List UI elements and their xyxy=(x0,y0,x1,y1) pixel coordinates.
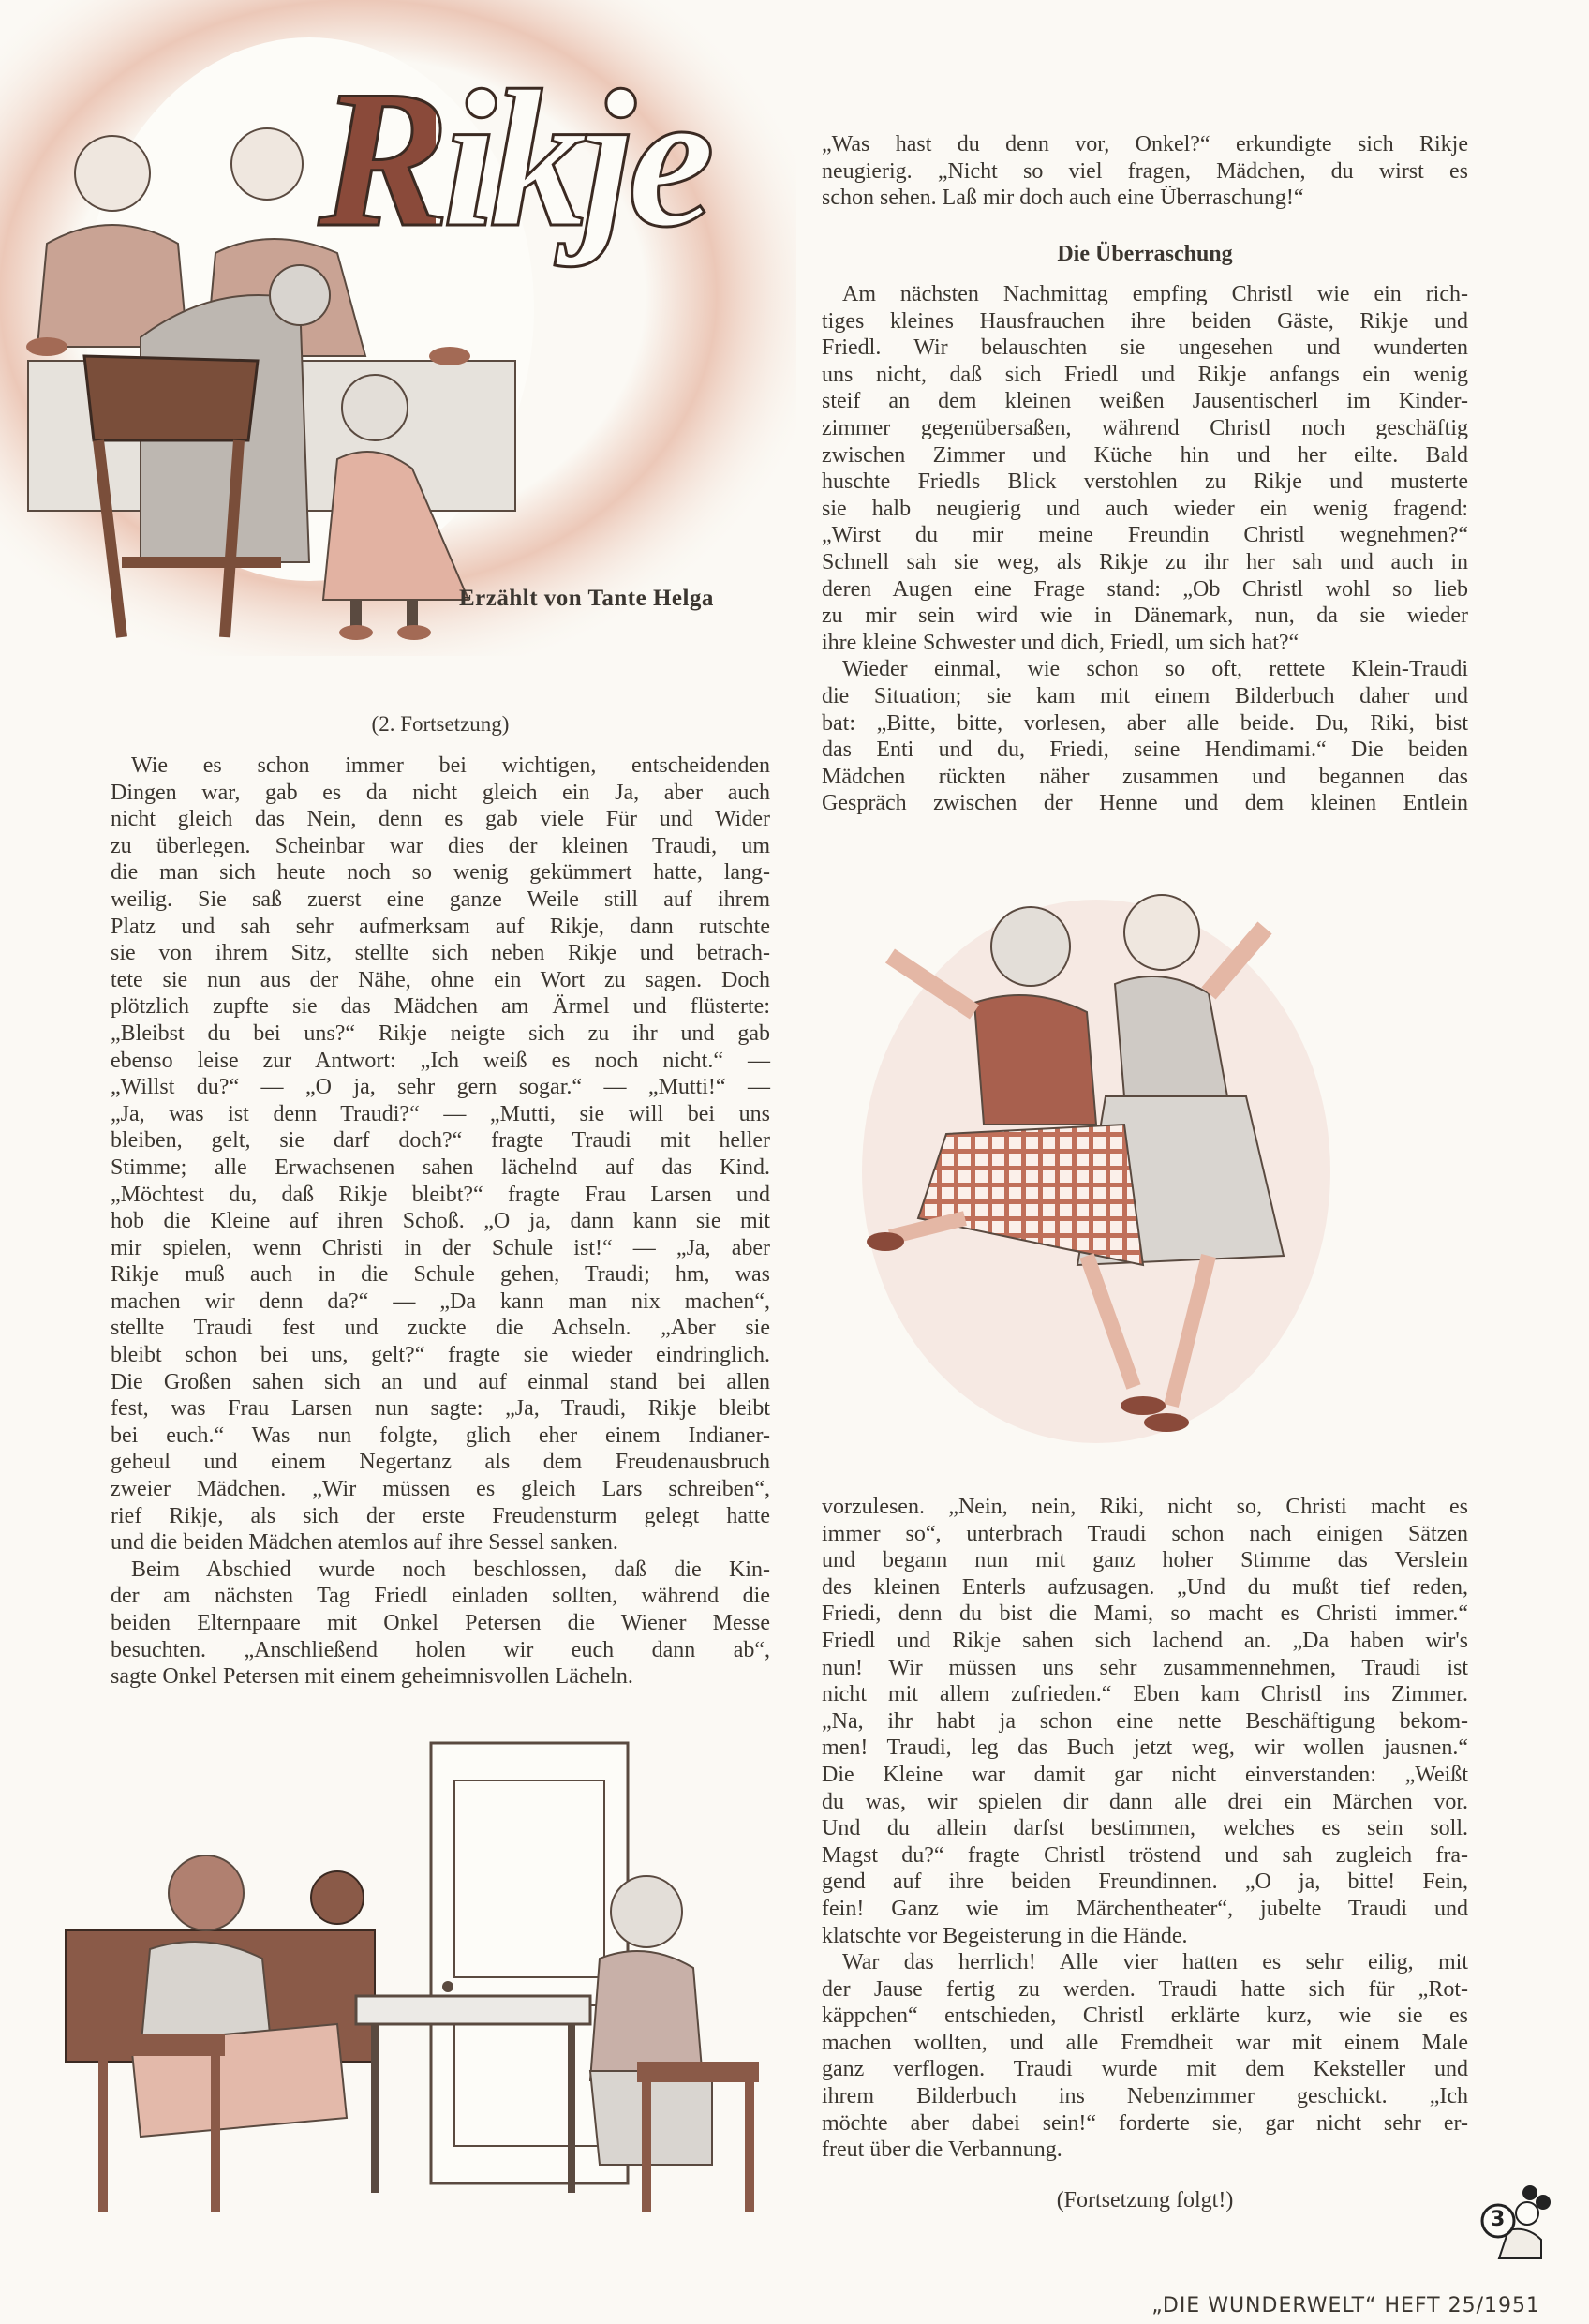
text-line: der am nächsten Tag Friedl einladen sollten, während die xyxy=(111,1584,770,1609)
paragraph xyxy=(822,1494,1468,1949)
text-line: ebenso leise zur Antwort: „Ich weiß es noch nicht.“ — xyxy=(111,1048,770,1073)
paragraph xyxy=(111,1557,770,1691)
left-column-text xyxy=(111,752,770,1691)
text-line: fest, was Frau Larsen nun sagte: „Ja, Traudi, Rikje bleibt xyxy=(111,1396,770,1422)
text-line: du was, wir spielen dir dann alle drei ein Märchen vor. xyxy=(822,1789,1468,1814)
text-line: stellte Traudi fest und zuckte die Achseln. „Aber sie xyxy=(111,1316,770,1341)
text-line: das Enti und du, Friedi, seine Hendimami.“ Die beiden xyxy=(822,737,1468,763)
text-line: Wie es schon immer bei wichtigen, entscheidenden xyxy=(131,753,770,778)
text-line: nicht gleich das Nein, denn es gab viele Für und Wider xyxy=(111,807,770,832)
text-line: sagte Onkel Petersen mit einem geheimnisvollen Lächeln. xyxy=(111,1664,633,1690)
text-line: huschte Friedls Blick verstohlen zu Rikje und musterte xyxy=(822,469,1468,495)
text-line: neugierig. „Nicht so viel fragen, Mädchen, du wirst es xyxy=(822,158,1468,184)
text-line: Platz und sah sehr aufmerksam auf Rikje, dann rutschte xyxy=(111,914,770,939)
right-column-intro-text xyxy=(822,131,1468,212)
text-line: die Situation; sie kam mit einem Bilderbuch daher und xyxy=(822,683,1468,708)
magazine-footer: „DIE WUNDERWELT“ HEFT 25/1951 xyxy=(1151,2294,1540,2317)
text-line: deren Augen eine Frage stand: „Ob Christl wohl so lieb xyxy=(822,576,1468,602)
text-line: Dingen war, gab es da nicht gleich ein Ja, aber auch xyxy=(111,780,770,805)
to-be-continued-label: (Fortsetzung folgt!) xyxy=(1056,2188,1234,2212)
paragraph xyxy=(111,752,770,1557)
paragraph xyxy=(822,1949,1468,2164)
text-line: machen wir denn da?“ — „Da kann man nix machen“, xyxy=(111,1289,770,1314)
text-line: Gespräch zwischen der Henne und dem kleinen Entlein xyxy=(822,791,1468,816)
text-line: Mädchen rückten näher zusammen und begannen das xyxy=(822,764,1468,789)
text-line: Rikje muß auch in die Schule gehen, Traudi; hm, was xyxy=(111,1262,770,1288)
story-title-logo xyxy=(309,19,778,290)
text-line: die man sich heute noch so wenig gekümmert hatte, lang- xyxy=(111,860,770,886)
text-line: geheul und einem Negertanz als dem Freudenausbruch xyxy=(111,1450,770,1475)
text-line: men! Traudi, leg das Buch jetzt weg, wir wollen jausnen.“ xyxy=(822,1736,1468,1761)
text-line: bleibt schon bei uns, gelt?“ fragte sie wieder eindringlich. xyxy=(111,1343,770,1368)
text-line: sie halb neugierig und auch wieder ein wenig fragend: xyxy=(822,496,1468,521)
text-line: freut über die Verbannung. xyxy=(822,2138,1062,2163)
text-line: mir spielen, wenn Christi in der Schule ist!“ — „Ja, aber xyxy=(111,1235,770,1260)
text-line: weilig. Sie saß zuerst eine ganze Weile still auf ihrem xyxy=(111,886,770,912)
page-number: 3 xyxy=(1491,2208,1506,2231)
text-line: Friedl. Wir belauschten sie ungesehen und wunderten xyxy=(822,335,1468,361)
text-line: Stimme; alle Erwachsenen sahen lächelnd auf das Kind. xyxy=(111,1155,770,1180)
text-line: der Jause fertig zu werden. Traudi hatte sich für „Rot- xyxy=(822,1976,1468,2002)
text-line: Magst du?“ fragte Christl tröstend und sah zugleich fra- xyxy=(822,1842,1468,1868)
text-line: käppchen“ entschieden, Christl erklärte kurz, wie sie es xyxy=(822,2004,1468,2029)
text-line: gend auf ihre beiden Freundinnen. „O ja, bitte! Fein, xyxy=(822,1870,1468,1895)
text-line: fein! Ganz wie im Märchentheater“, jubelte Traudi und xyxy=(822,1896,1468,1921)
text-line: zu mir sein wird wie in Dänemark, nun, da sie wieder xyxy=(822,603,1468,629)
text-line: „Bleibst du bei uns?“ Rikje neigte sich zu ihr und gab xyxy=(111,1020,770,1046)
text-line: uns nicht, daß sich Friedl und Rikje anfangs ein wenig xyxy=(822,362,1468,387)
text-line: vorzulesen. „Nein, nein, Riki, nicht so, Christi macht es xyxy=(822,1495,1468,1519)
text-line: „Möchtest du, daß Rikje bleibt?“ fragte Frau Larsen und xyxy=(111,1182,770,1207)
text-line: möchte aber dabei sein!“ forderte sie, gar nicht sehr er- xyxy=(822,2110,1468,2136)
text-line: „Was hast du denn vor, Onkel?“ erkundigte sich Rikje xyxy=(822,132,1468,156)
text-line: Friedl und Rikje sahen sich lachend an. „Da haben wir's xyxy=(822,1628,1468,1653)
paragraph xyxy=(822,131,1468,212)
text-line: hob die Kleine auf ihren Schoß. „O ja, dann kann sie mit xyxy=(111,1209,770,1234)
text-line: immer so“, unterbrach Traudi schon nach einigen Sätzen xyxy=(822,1521,1468,1546)
text-line: Wieder einmal, wie schon so oft, rettete Klein-Traudi xyxy=(842,657,1468,682)
text-line: und begann nun mit ganz hoher Stimme das Verslein xyxy=(822,1548,1468,1573)
text-line: Schnell sah sie weg, als Rikje zu ihr her sah und auch in xyxy=(822,549,1468,574)
text-line: tete sie nun aus der Nähe, ohne ein Wort zu sagen. Doch xyxy=(111,967,770,992)
text-line: machen wollten, und alle Fremdheit war mit einem Male xyxy=(822,2030,1468,2055)
text-line: Am nächsten Nachmittag empfing Christl wie ein rich- xyxy=(842,282,1468,306)
text-line: des kleinen Enterls aufzusagen. „Und du mußt tief reden, xyxy=(822,1574,1468,1600)
text-line: Die Kleine war damit gar nicht einverstanden: „Weißt xyxy=(822,1762,1468,1787)
text-line: bei euch.“ Was nun folgte, glich eher einem Indianer- xyxy=(111,1423,770,1448)
text-line: besuchten. „Anschließend holen wir euch dann ab“, xyxy=(111,1637,770,1662)
text-line: plötzlich zupfte sie das Mädchen am Ärmel und flüsterte: xyxy=(111,994,770,1020)
text-line: steif an dem kleinen weißen Jausentischerl im Kinder- xyxy=(822,389,1468,414)
text-line: zwischen Zimmer und Küche hin und her eilte. Bald xyxy=(822,442,1468,468)
children-room-illustration xyxy=(37,1724,796,2249)
text-line: Beim Abschied wurde noch beschlossen, daß die Kin- xyxy=(131,1557,770,1582)
text-line: Die Großen sahen sich an und auf einmal stand bei allen xyxy=(111,1369,770,1394)
byline: Erzählt von Tante Helga xyxy=(459,586,714,611)
text-line: und die beiden Mädchen atemlos auf ihre Sessel sanken. xyxy=(111,1530,618,1556)
text-line: „Ja, was ist denn Traudi?“ — „Mutti, sie will bei uns xyxy=(111,1101,770,1126)
story-title: Rikje xyxy=(319,51,707,268)
text-line: ganz verflogen. Traudi wurde mit dem Keksteller und xyxy=(822,2057,1468,2082)
page-number-mascot xyxy=(1476,2183,1551,2263)
paragraph xyxy=(822,656,1468,817)
text-line: schon sehen. Laß mir doch auch eine Überraschung!“ xyxy=(822,186,1304,211)
text-line: beiden Elternpaare mit Onkel Petersen die Wiener Messe xyxy=(111,1611,770,1635)
text-line: zu überlegen. Scheinbar war dies der kleinen Traudi, um xyxy=(111,833,770,858)
text-line: Und du allein darfst bestimmen, welches es sein soll. xyxy=(822,1816,1468,1841)
text-line: zweier Mädchen. „Wir müssen es gleich Lars schreiben“, xyxy=(111,1477,770,1502)
text-line: sie von ihrem Sitz, stellte sich neben Rikje und betrach- xyxy=(111,941,770,966)
text-line: nun! Wir müssen uns sehr zusammennehmen, Traudi ist xyxy=(822,1655,1468,1680)
dancing-girls-illustration xyxy=(853,862,1340,1471)
text-line: rief Rikje, als sich der erste Freudensturm gelegt hatte xyxy=(111,1503,770,1528)
text-line: Friedi, denn du bist die Mami, so macht es Christi immer.“ xyxy=(822,1601,1468,1627)
text-line: „Wirst du mir meine Freundin Christl wegnehmen?“ xyxy=(822,523,1468,548)
section-heading: Die Überraschung xyxy=(1057,242,1233,266)
text-line: „Willst du?“ — „O ja, sehr gern sogar.“ — „Mutti!“ — xyxy=(111,1075,770,1100)
text-line: War das herrlich! Alle vier hatten es sehr eilig, mit xyxy=(842,1950,1468,1975)
installment-label: (2. Fortsetzung) xyxy=(371,712,510,736)
text-line: klatschte vor Begeisterung in die Hände. xyxy=(822,1923,1188,1948)
text-line: bleiben, gelt, sie darf doch?“ fragte Traudi mit heller xyxy=(111,1128,770,1154)
right-column-text-lower xyxy=(822,1494,1468,2164)
text-line: nicht mit allem zufrieden.“ Eben kam Christl ins Zimmer. xyxy=(822,1682,1468,1707)
text-line: zimmer gegenübersaßen, während Christl noch geschäftig xyxy=(822,415,1468,440)
text-line: ihrem Bilderbuch ins Nebenzimmer geschickt. „Ich xyxy=(822,2084,1468,2109)
text-line: bat: „Bitte, bitte, vorlesen, aber alle beide. Du, Riki, bist xyxy=(822,710,1468,736)
paragraph xyxy=(822,281,1468,656)
text-line: „Na, ihr habt ja schon eine nette Beschäftigung bekom- xyxy=(822,1708,1468,1734)
text-line: ihre kleine Schwester und dich, Friedl, um sich hat?“ xyxy=(822,630,1299,655)
right-column-text-upper xyxy=(822,281,1468,817)
text-line: tiges kleines Hausfrauchen ihre beiden Gäste, Rikje und xyxy=(822,308,1468,334)
